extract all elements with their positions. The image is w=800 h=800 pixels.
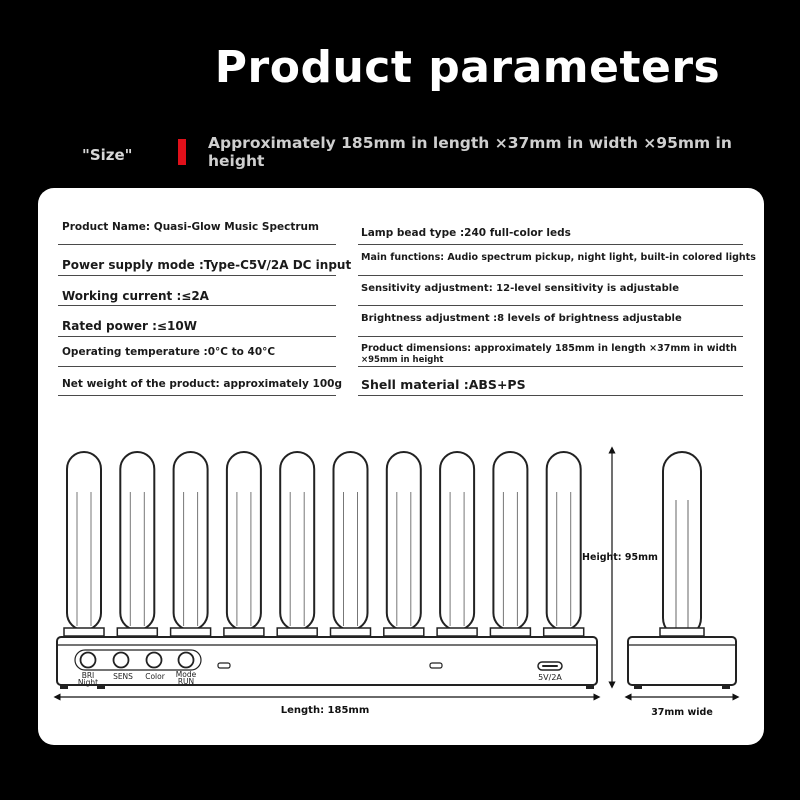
night-label: Night [77, 678, 99, 687]
base-foot-icon [586, 685, 594, 689]
height-label: Height: 95mm [582, 552, 658, 563]
spec-lamp-bead: Lamp bead type :240 full-color leds [361, 227, 571, 239]
spec-main-functions: Main functions: Audio spectrum pickup, night light, built-in colored lights [361, 252, 756, 263]
bri-night-button [81, 653, 96, 668]
sens-button [114, 653, 129, 668]
side-foot-icon [722, 685, 730, 689]
light-tube [493, 452, 527, 630]
run-label: RUN [177, 677, 195, 686]
spec-brightness: Brightness adjustment :8 levels of brightness adjustable [361, 313, 682, 324]
light-tube [387, 452, 421, 630]
spec-sensitivity: Sensitivity adjustment: 12-level sensitivity is adjustable [361, 283, 680, 294]
light-tube [440, 452, 474, 630]
width-label: 37mm wide [651, 707, 713, 718]
light-tube-collar [224, 628, 264, 636]
color-button [147, 653, 162, 668]
spec-operating-temp: Operating temperature :0°C to 40°C [62, 346, 276, 358]
base-foot-icon [60, 685, 68, 689]
usb-c-inner [542, 665, 558, 667]
light-tube-collar [384, 628, 424, 636]
mode-label: Mode [175, 670, 197, 679]
side-base [628, 637, 736, 685]
side-tube-collar [660, 628, 704, 636]
light-tube [227, 452, 261, 630]
port-label: 5V/2A [538, 673, 562, 682]
light-tube-collar [490, 628, 530, 636]
light-tubes [64, 452, 584, 636]
side-tube [663, 452, 701, 637]
light-tube-collar [331, 628, 371, 636]
color-label: Color [145, 672, 165, 681]
spec-rated-power: Rated power :≤10W [62, 319, 197, 333]
spec-working-current: Working current :≤2A [62, 289, 209, 303]
light-tube-collar [277, 628, 317, 636]
spec-shell-material: Shell material :ABS+PS [361, 377, 526, 392]
side-view [628, 452, 736, 689]
mode-run-button [179, 653, 194, 668]
spec-dimensions-cont: ×95mm in height [361, 355, 444, 365]
light-tube [280, 452, 314, 630]
device-base [57, 637, 597, 685]
spec-power-supply: Power supply mode :Type-C5V/2A DC input [62, 258, 352, 272]
spec-net-weight: Net weight of the product: approximately 100g [62, 378, 342, 390]
light-tube [120, 452, 154, 630]
light-tube [334, 452, 368, 630]
side-foot-icon [634, 685, 642, 689]
light-tube-collar [117, 628, 157, 636]
size-label: "Size" [82, 146, 133, 164]
light-tube-collar [544, 628, 584, 636]
light-tube [547, 452, 581, 630]
sens-label: SENS [113, 672, 133, 681]
bri-label: BRI [81, 671, 95, 680]
light-tube-collar [437, 628, 477, 636]
base-foot-icon [97, 685, 105, 689]
spec-product-name: Product Name: Quasi-Glow Music Spectrum [62, 221, 319, 233]
light-tube-collar [171, 628, 211, 636]
light-tube [174, 452, 208, 630]
page-title: Product parameters [214, 42, 721, 93]
length-label: Length: 185mm [280, 705, 370, 716]
spec-dimensions: Product dimensions: approximately 185mm in length ×37mm in width [361, 343, 737, 354]
size-description: Approximately 185mm in length ×37mm in width ×95mm in height [208, 134, 732, 170]
light-tube-collar [64, 628, 104, 636]
light-tube [67, 452, 101, 630]
